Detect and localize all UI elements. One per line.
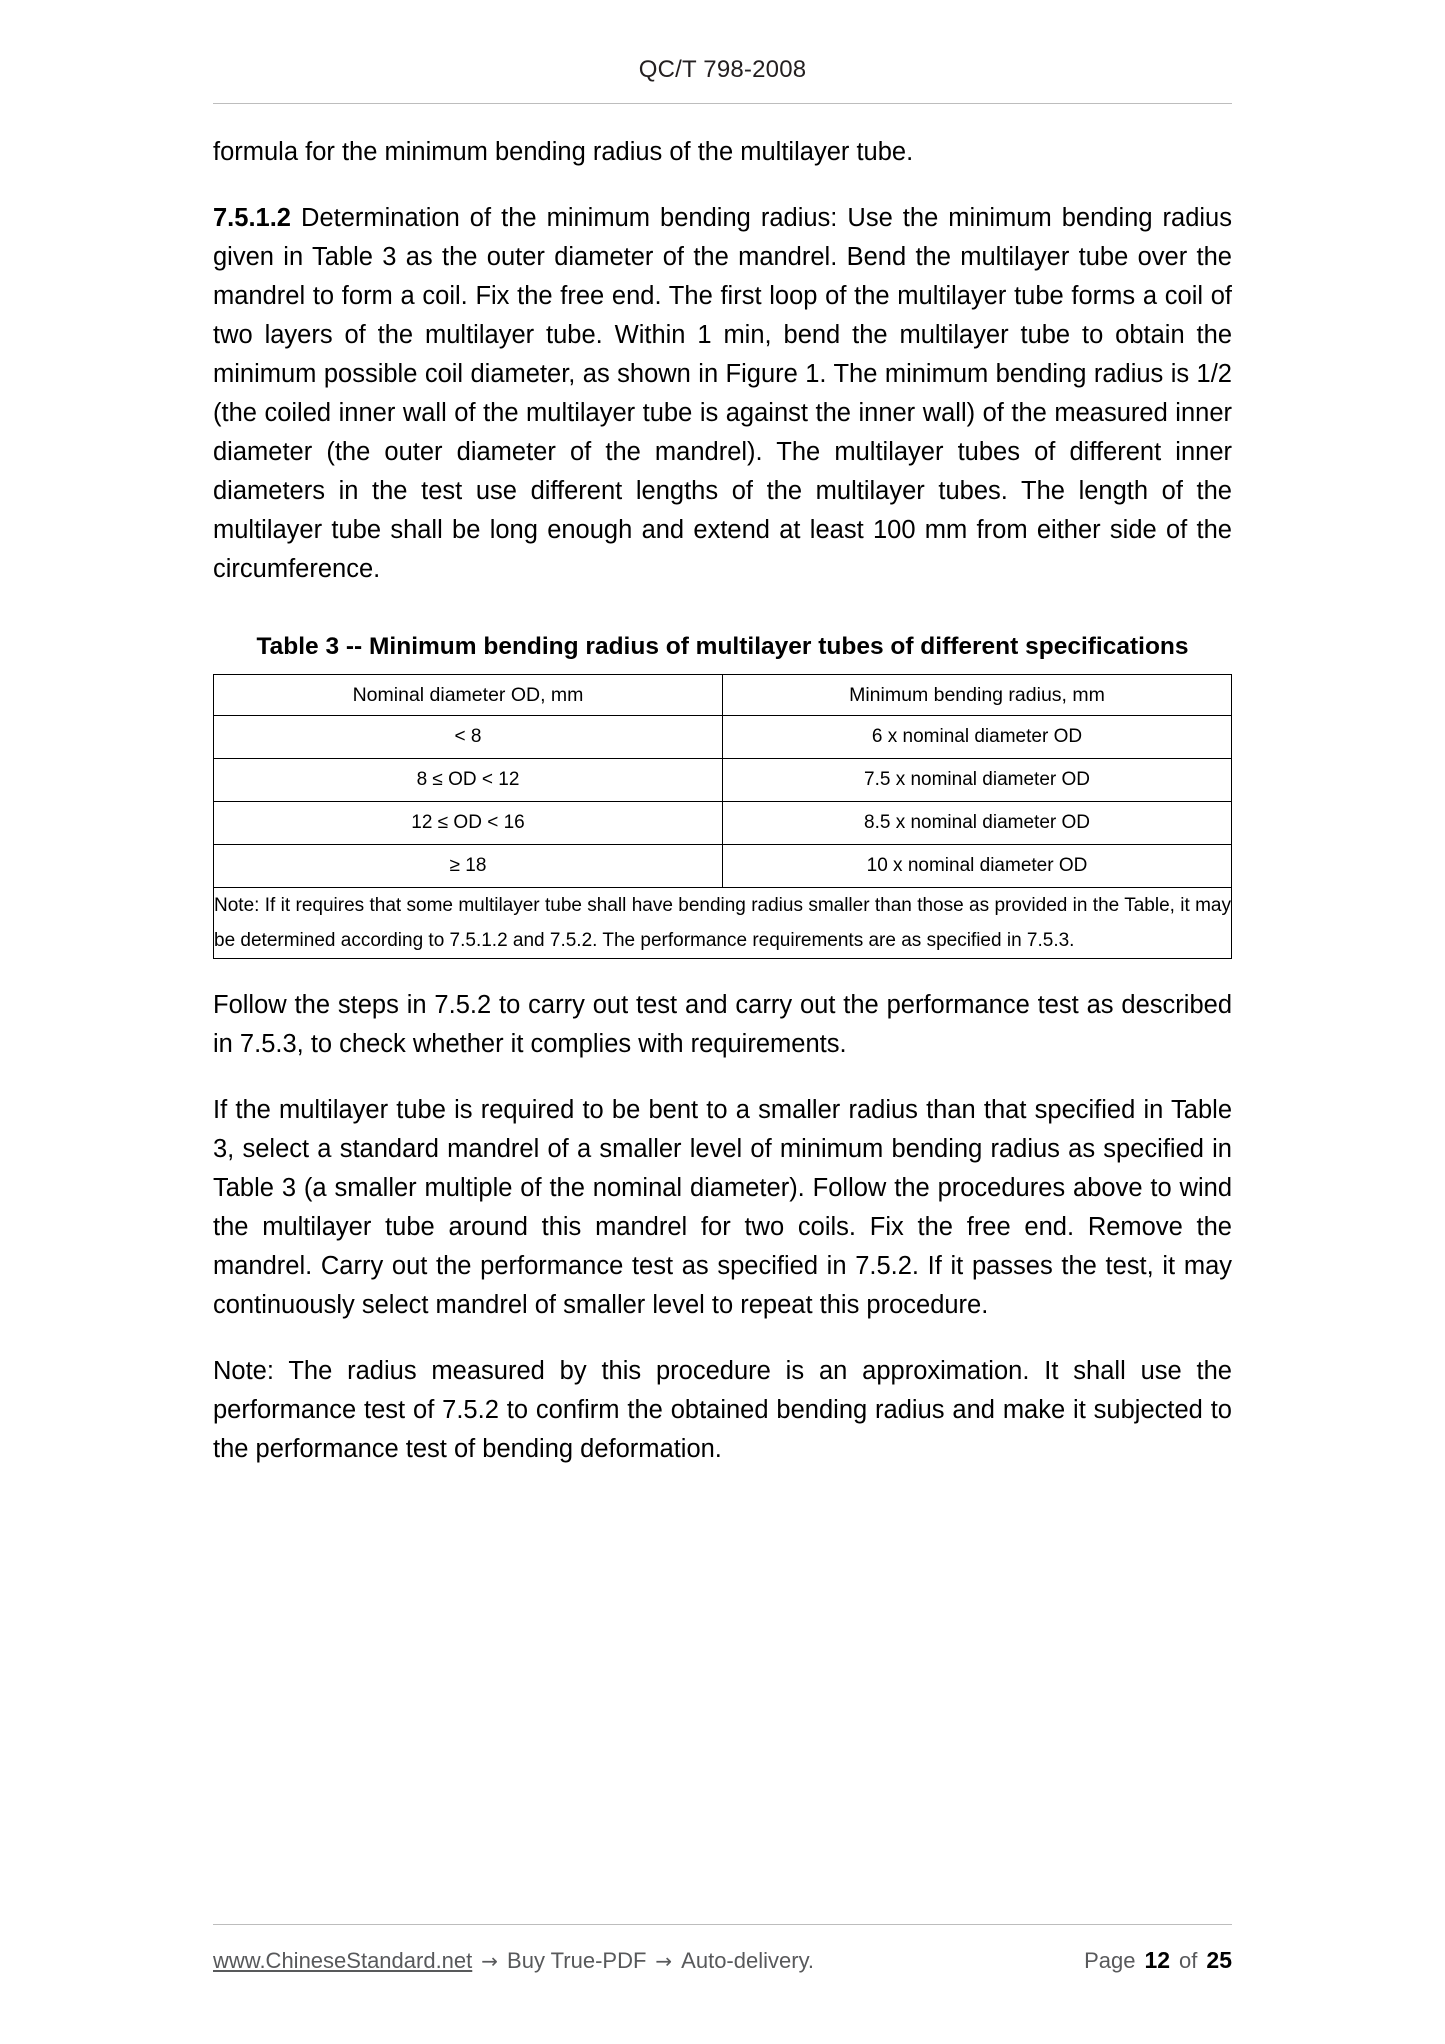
page-header [213,0,1232,104]
table-note-text: Note: If it requires that some multilayer tube shall have bending radius smaller than those as provided in the Table, it may be determined according to 7.5.1.2 and 7.5.2. The performance requirements are as specified in 7.5.3. [214,895,1231,951]
page-label: Page [1084,1948,1136,1973]
arrow-right-icon: → [655,1949,673,1973]
clause-number: 7.5.1.2 [213,204,291,232]
footer-divider [213,1924,1232,1925]
header-divider [213,103,1232,104]
paragraph-note: Note: The radius measured by this procedure is an approximation. It shall use the performance test of 7.5.2 to confirm the obtained bending radius and make it subjected to the performance test of bending deformation. [213,1357,1232,1463]
column-header-bending-radius: Minimum bending radius, mm [723,675,1232,716]
bending-radius-table [213,674,1232,959]
page-number: 12 [1144,1947,1171,1973]
cell-bending-radius: 6 x nominal diameter OD [723,716,1232,759]
total-pages: 25 [1206,1947,1232,1973]
paragraph-clause-7512 [213,199,1232,589]
table-row [214,845,1232,888]
table-row [214,759,1232,802]
arrow-right-icon: → [481,1949,499,1973]
cell-bending-radius: 10 x nominal diameter OD [723,845,1232,888]
footer-row [213,1947,1232,1974]
standard-code: QC/T 798-2008 [638,56,807,83]
table-row [214,716,1232,759]
cell-nominal-diameter: < 8 [214,716,723,759]
table-note-row [214,888,1232,959]
page-footer [213,1924,1232,2044]
cell-bending-radius: 8.5 x nominal diameter OD [723,802,1232,845]
paragraph-smaller-radius: If the multilayer tube is required to be bent to a smaller radius than that specified in Table 3, select a standard mandrel of a smaller level of minimum bending radius as specified in Table 3 (a smaller multiple of the nominal diameter). Follow the procedures above to wind the multilayer tube around this mandrel for two coils. Fix the free end. Remove the mandrel. Carry out the performance test as specified in 7.5.2. If it passes the test, it may continuously select mandrel of smaller level to repeat this procedure. [213,1096,1232,1319]
buy-label: Buy True-PDF [507,1948,647,1973]
paragraph-continuation: formula for the minimum bending radius of the multilayer tube. [213,138,914,166]
column-header-nominal-diameter: Nominal diameter OD, mm [214,675,723,716]
table-caption: Table 3 -- Minimum bending radius of multilayer tubes of different specifications [256,633,1189,660]
cell-bending-radius: 7.5 x nominal diameter OD [723,759,1232,802]
clause-body: Determination of the minimum bending radius: Use the minimum bending radius given in Table 3 as the outer diameter of the mandrel. Bend the multilayer tube over the mandrel to form a coil. Fix the free end. The first loop of the multilayer tube forms a coil of two layers of the multilayer tube. Within 1 min, bend the multilayer tube to obtain the minimum possible coil diameter, as shown in Figure 1. The minimum bending radius is 1/2 (the coiled inner wall of the multilayer tube is against the inner wall) of the measured inner diameter (the outer diameter of the mandrel). The multilayer tubes of different inner diameters in the test use different lengths of the multilayer tubes. The length of the multilayer tube shall be long enough and extend at least 100 mm from either side of the circumference. [213,204,1232,583]
website-link[interactable]: www.ChineseStandard.net [213,1948,473,1973]
cell-nominal-diameter: 8 ≤ OD < 12 [214,759,723,802]
footer-pagination [1084,1947,1232,1974]
footer-left-group [213,1948,1084,1974]
cell-nominal-diameter: 12 ≤ OD < 16 [214,802,723,845]
table-note-cell [214,888,1232,959]
table-header-row [214,675,1232,716]
cell-nominal-diameter: ≥ 18 [214,845,723,888]
paragraph-follow-steps: Follow the steps in 7.5.2 to carry out test and carry out the performance test as described in 7.5.3, to check whether it complies with requirements. [213,991,1232,1058]
delivery-label: Auto-delivery. [681,1948,815,1973]
of-label: of [1179,1948,1198,1973]
table-row [214,802,1232,845]
